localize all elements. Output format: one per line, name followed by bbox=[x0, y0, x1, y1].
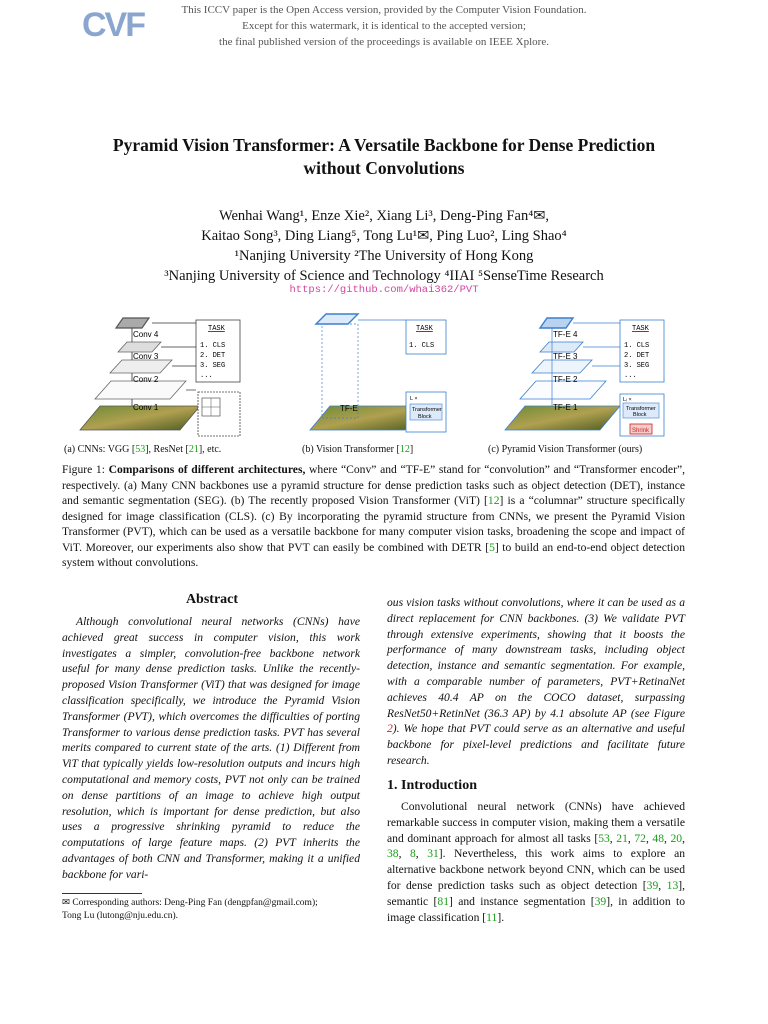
level-label: TF-E 4 bbox=[553, 330, 578, 339]
tfe-layer bbox=[540, 318, 573, 328]
citation[interactable]: 39 bbox=[594, 894, 607, 908]
figure-caption bbox=[62, 462, 685, 571]
subcaption-text: ] bbox=[409, 444, 414, 455]
task-title: TASK bbox=[416, 325, 433, 333]
watermark-notice bbox=[0, 2, 768, 50]
intro-text: Convolutional neural network (CNNs) have achieved remarkable success in computer vision, making them a versatile and dominant approach for almost all tasks [ bbox=[387, 800, 685, 845]
subcaption-text: ], etc. bbox=[198, 444, 222, 455]
conv-layer bbox=[118, 342, 161, 352]
conv-layer bbox=[110, 360, 172, 373]
cnn-pyramid bbox=[80, 318, 240, 436]
task-item: 2. DET bbox=[200, 352, 226, 360]
task-item: 3. SEG bbox=[200, 362, 226, 370]
github-link[interactable]: https://github.com/whai362/PVT bbox=[289, 284, 479, 296]
conv-layer bbox=[116, 318, 149, 328]
caption-text: ] is a “columnar” structure specifically designed for image classification (CLS). (c) By incorporating the pyramid structure from CNNs, we present the Pyramid Vision Transformer (PVT), which can be used as a versatile backbone for many computer vision tasks, broadening the scope and impact of ViT. Moreover, our experiments also show that PVT can easily be combined with DETR [ bbox=[62, 494, 685, 554]
intro-text: ], semantic [ bbox=[387, 878, 686, 908]
footnote-line: ✉ Corresponding authors: Deng-Ping Fan (dengpfan@gmail.com); bbox=[62, 898, 318, 908]
caption-text: where “Conv” and “TF-E” stand for “convolution” and “Transformer encoder”, respectively. (a) Many CNN backbones use a pyramid structure for dense prediction tasks such as object detection (DET), instance and semantic segmentation (SEG). (b) The recently proposed Vision Transformer (ViT) [ bbox=[62, 463, 685, 507]
token-layer bbox=[316, 314, 358, 324]
tfe-layer bbox=[540, 342, 583, 352]
pvt-pyramid bbox=[505, 318, 664, 436]
watermark-line: Except for this watermark, it is identical to the accepted version; bbox=[242, 20, 526, 32]
level-label: Conv 1 bbox=[133, 403, 159, 412]
title-line: without Convolutions bbox=[303, 158, 465, 178]
shrink-label: Shrink bbox=[632, 428, 650, 434]
citation[interactable]: 20 bbox=[670, 831, 683, 845]
task-title: TASK bbox=[208, 325, 225, 333]
level-label: TF-E 3 bbox=[553, 352, 578, 361]
block-label: Transformer bbox=[626, 406, 656, 412]
intro-text: ]. bbox=[497, 910, 505, 924]
block-label: Block bbox=[418, 414, 432, 420]
task-item: 1. CLS bbox=[409, 342, 435, 350]
citation[interactable]: 39 bbox=[646, 878, 659, 892]
affiliation-line: ¹Nanjing University ²The University of Hong Kong bbox=[234, 248, 534, 264]
task-item: ... bbox=[624, 372, 637, 380]
intro-text: ], in addition to image classification [ bbox=[387, 894, 685, 924]
footnote-line: Tong Lu (lutong@nju.edu.cn). bbox=[62, 911, 178, 921]
citation[interactable]: 8 bbox=[410, 847, 416, 861]
level-label: Conv 3 bbox=[133, 352, 159, 361]
task-item: 3. SEG bbox=[624, 362, 650, 370]
level-label: TF-E 2 bbox=[553, 375, 578, 384]
citation[interactable]: 31 bbox=[427, 847, 439, 861]
subcaption-text: (a) CNNs: VGG [ bbox=[64, 444, 136, 455]
citation[interactable]: 81 bbox=[437, 894, 449, 908]
conv-block bbox=[198, 392, 240, 436]
figure-reference[interactable]: 2 bbox=[387, 722, 393, 736]
author-block bbox=[60, 206, 708, 286]
citation[interactable]: 48 bbox=[652, 831, 665, 845]
intro-paragraph: Convolutional neural network (CNNs) have achieved remarkable success in computer vision, making them a versatile and dominant approach for almost all tasks [53, 21, 72, 48, 20, 38, 8, 31]. Nevertheless, this work aims to explore an alternative backbone network beyond CNN, which can be used for dense prediction tasks such as object detection [39, 13], semantic [81] and instance segmentation [39], in addition to image classification [11]. bbox=[387, 800, 686, 924]
abstract-heading: Abstract bbox=[185, 592, 239, 607]
citation[interactable]: 21 bbox=[616, 831, 628, 845]
level-label: Conv 4 bbox=[133, 330, 159, 339]
title-line: Pyramid Vision Transformer: A Versatile Backbone for Dense Prediction bbox=[112, 135, 656, 155]
citation[interactable]: 21 bbox=[188, 444, 199, 455]
subcaption-a bbox=[64, 444, 221, 455]
citation[interactable]: 5 bbox=[489, 540, 495, 554]
intro-text: ]. Nevertheless, this work aims to explore an alternative backbone network beyond CNN, which can be used for dense prediction tasks such as object detection [ bbox=[387, 847, 686, 892]
task-item: 1. CLS bbox=[624, 342, 650, 350]
abstract-text: ous vision tasks without convolutions, where it can be used as a direct replacement for CNN backbones. (3) We validate PVT through extensive experiments, showing that it boosts the performance of many downstream tasks, including object detection, instance and semantic segmentation. For example, with a comparable number of parameters, PVT+RetinaNet achieves 40.4 AP on the COCO dataset, surpassing ResNet50+RetinNet (36.3 AP) by 4.1 absolute AP (see Figure bbox=[387, 596, 685, 720]
citation[interactable]: 13 bbox=[666, 878, 679, 892]
citation[interactable]: 38 bbox=[387, 847, 399, 861]
level-label: TF-E bbox=[340, 404, 358, 413]
citation[interactable]: 53 bbox=[135, 444, 146, 455]
watermark-line: This ICCV paper is the Open Access version, provided by the Computer Vision Foundation. bbox=[181, 4, 587, 16]
vit-column bbox=[310, 314, 446, 432]
subcaption-text: ], ResNet [ bbox=[145, 444, 189, 455]
task-item: 2. DET bbox=[624, 352, 650, 360]
intro-text: ] and instance segmentation [ bbox=[449, 894, 595, 908]
intro-heading: 1. Introduction bbox=[387, 778, 477, 793]
architecture-figure bbox=[60, 310, 700, 444]
citation[interactable]: 11 bbox=[486, 910, 498, 924]
block-label: Block bbox=[633, 412, 647, 418]
subcaption-b bbox=[302, 444, 413, 455]
block-title: Lᵢ × bbox=[623, 397, 632, 403]
citation[interactable]: 53 bbox=[598, 831, 610, 845]
affiliation-line: ³Nanjing University of Science and Technology ⁴IIAI ⁵SenseTime Research bbox=[164, 268, 604, 284]
task-title: TASK bbox=[632, 325, 649, 333]
level-label: TF-E 1 bbox=[553, 403, 578, 412]
cvf-logo: CVF bbox=[82, 6, 144, 44]
citation[interactable]: 12 bbox=[399, 444, 410, 455]
caption-text: ] to build an end-to-end object detection system without convolutions. bbox=[62, 540, 685, 569]
block-label: Transformer bbox=[412, 407, 442, 413]
task-item: ... bbox=[200, 372, 213, 380]
caption-label: Figure 1: bbox=[62, 463, 109, 476]
citation[interactable]: 72 bbox=[634, 831, 646, 845]
abstract-text: ). We hope that PVT could serve as an alternative and useful backbone for pixel-level predictions and facilitate future research. bbox=[387, 722, 685, 767]
level-label: Conv 2 bbox=[133, 375, 159, 384]
author-line: Kaitao Song³, Ding Liang⁵, Tong Lu¹✉, Ping Luo², Ling Shao⁴ bbox=[201, 228, 567, 244]
footnote-rule bbox=[62, 893, 142, 894]
author-line: Wenhai Wang¹, Enze Xie², Xiang Li³, Deng-Ping Fan⁴✉, bbox=[218, 208, 550, 224]
block-title: L × bbox=[410, 396, 418, 402]
subcaption-text: (b) Vision Transformer [ bbox=[302, 444, 400, 455]
caption-bold: Comparisons of different architectures, bbox=[108, 463, 306, 476]
subcaption-c: (c) Pyramid Vision Transformer (ours) bbox=[488, 444, 643, 455]
abstract-continuation bbox=[387, 595, 685, 769]
abstract-text: Although convolutional neural networks (CNNs) have achieved great success in computer vision, this work investigates a simpler, convolution-free backbone network useful for many dense prediction tasks. Unlike the recently-proposed Vision Transformer (ViT) that was designed for image classification specifically, we introduce the Pyramid Vision Transformer (PVT), which overcomes the difficulties of porting Transformer to various dense prediction tasks. PVT has several merits compared to current state of the arts. (1) Different from ViT that typically yields low-resolution outputs and incurs high computational and memory costs, PVT not only can be trained on dense partitions of an image to achieve high output resolution, which is important for dense prediction, but also uses a progressive shrinking pyramid to reduce the computations of large feature maps. (2) PVT inherits the advantages of both CNN and Transformer, making it a unified backbone for vari- bbox=[62, 615, 360, 881]
paper-title bbox=[60, 134, 708, 180]
footnote bbox=[62, 897, 362, 923]
watermark-line: the final published version of the proceedings is available on IEEE Xplore. bbox=[219, 36, 549, 48]
tfe-layer bbox=[532, 360, 592, 373]
citation[interactable]: 12 bbox=[487, 494, 500, 507]
task-item: 1. CLS bbox=[200, 342, 226, 350]
